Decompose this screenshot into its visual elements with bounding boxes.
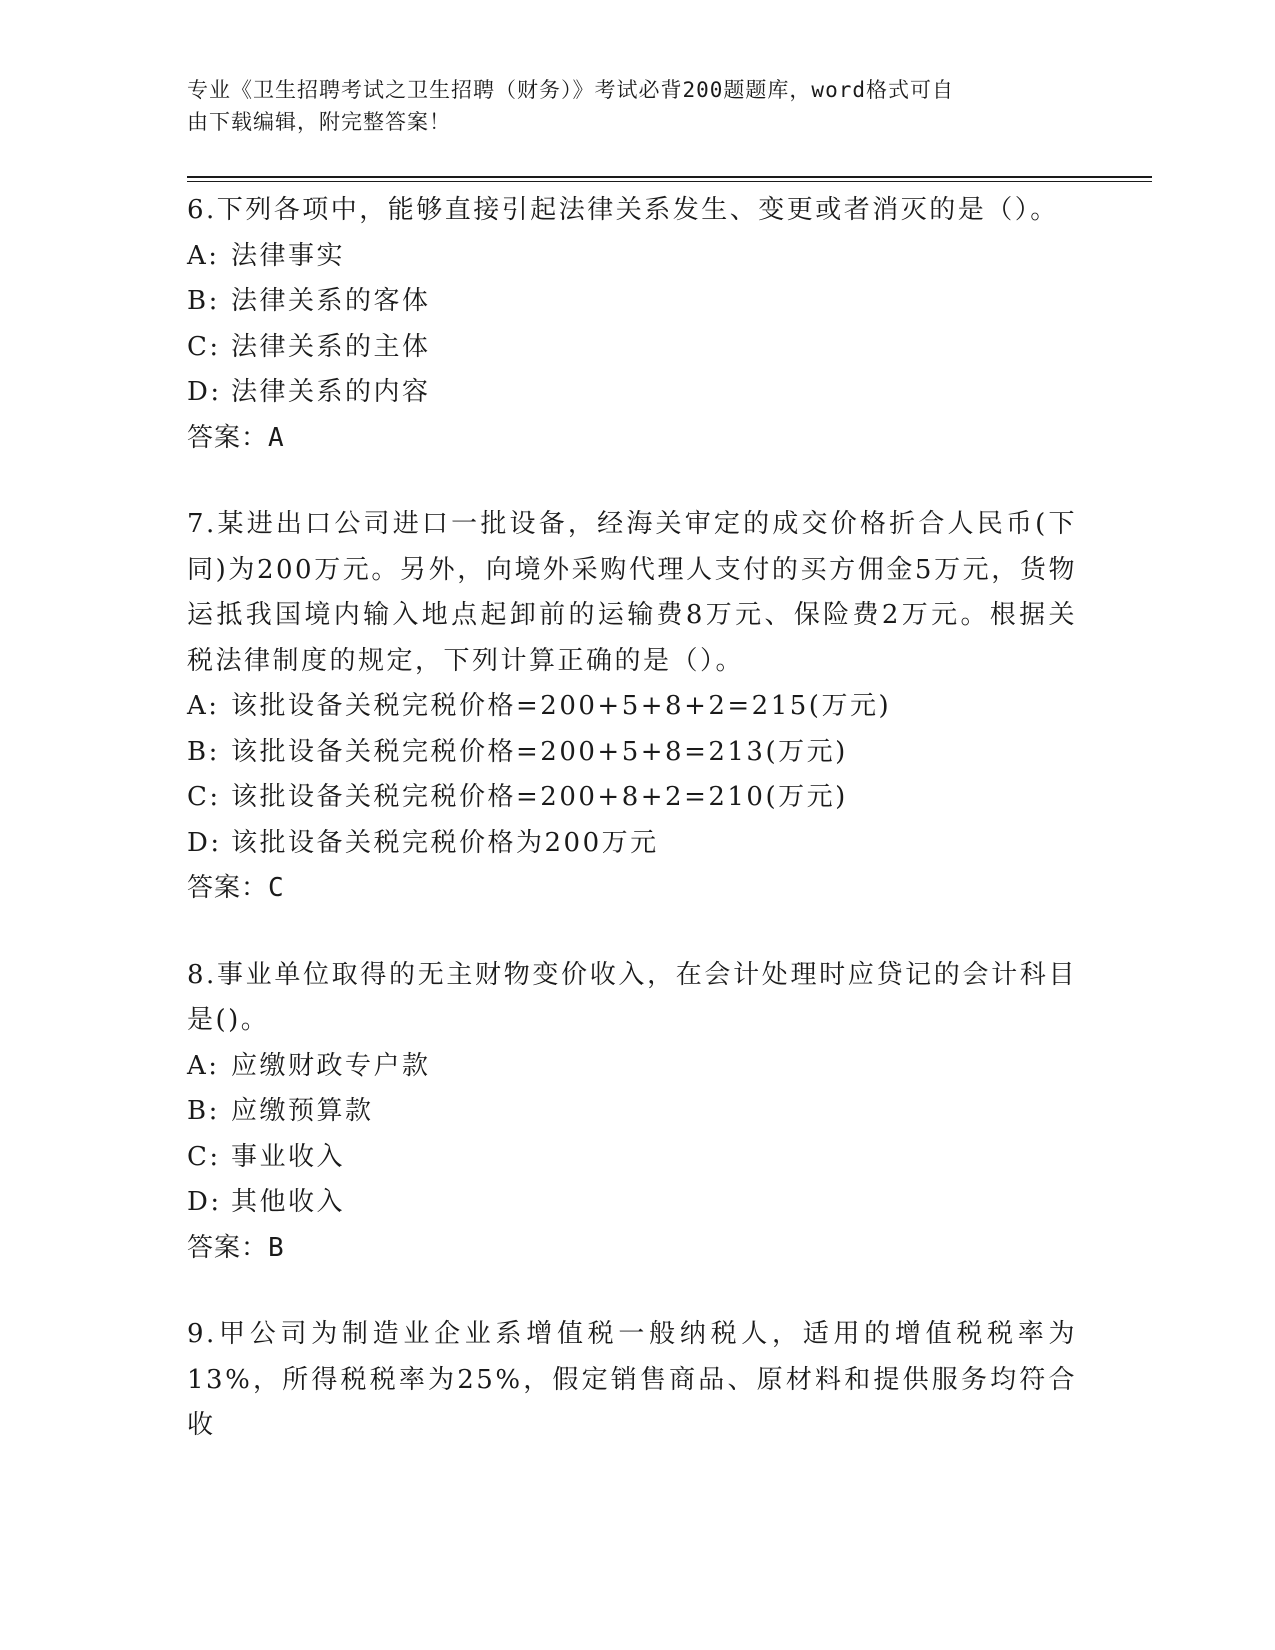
option-c bbox=[187, 775, 1077, 821]
header-line-2: 由下载编辑，附完整答案！ bbox=[187, 110, 451, 134]
option-text: 事业收入 bbox=[231, 1141, 346, 1172]
option-text: 法律事实 bbox=[231, 240, 346, 271]
option-b bbox=[187, 1089, 1077, 1135]
option-letter: B: bbox=[187, 286, 220, 316]
option-c bbox=[187, 325, 1077, 371]
answer-label: 答案： bbox=[187, 1232, 269, 1263]
option-letter: A: bbox=[187, 1050, 220, 1081]
header-line-1: 专业《卫生招聘考试之卫生招聘（财务）》考试必背200题题库，word格式可自 bbox=[187, 78, 954, 102]
option-letter: A: bbox=[187, 240, 220, 271]
answer-value: A bbox=[268, 422, 285, 453]
answer-label: 答案： bbox=[187, 873, 269, 903]
answer-value: B bbox=[268, 1232, 285, 1263]
option-letter: D: bbox=[187, 377, 222, 407]
option-letter: C: bbox=[187, 331, 221, 362]
question-stem: 8.事业单位取得的无主财物变价收入，在会计处理时应贷记的会计科目是()。 bbox=[187, 959, 1077, 1035]
option-d bbox=[187, 1180, 1077, 1226]
option-d bbox=[187, 370, 1077, 416]
option-b bbox=[187, 279, 1077, 325]
question-list bbox=[187, 188, 1077, 1490]
document-header bbox=[187, 74, 1067, 138]
option-text: 应缴预算款 bbox=[231, 1096, 374, 1126]
option-text: 该批设备关税完税价格为200万元 bbox=[231, 827, 659, 858]
option-letter: B: bbox=[187, 736, 220, 767]
answer-value: C bbox=[268, 873, 285, 903]
answer-line bbox=[187, 866, 1077, 912]
question-stem: 6.下列各项中，能够直接引起法律关系发生、变更或者消灭的是（）。 bbox=[187, 195, 1059, 225]
option-letter: B: bbox=[187, 1096, 220, 1126]
answer-label: 答案： bbox=[187, 422, 269, 453]
answer-line bbox=[187, 1226, 1077, 1272]
option-letter: C: bbox=[187, 782, 221, 812]
option-text: 法律关系的内容 bbox=[231, 377, 431, 407]
option-a bbox=[187, 684, 1077, 730]
option-letter: D: bbox=[187, 827, 222, 858]
option-text: 其他收入 bbox=[231, 1187, 346, 1217]
option-text: 该批设备关税完税价格=200+8+2=210(万元) bbox=[231, 782, 848, 812]
header-divider-thin bbox=[187, 181, 1152, 182]
question-9 bbox=[187, 1312, 1077, 1449]
question-7 bbox=[187, 502, 1077, 912]
option-d bbox=[187, 821, 1077, 867]
question-6 bbox=[187, 188, 1077, 461]
option-text: 该批设备关税完税价格=200+5+8+2=215(万元) bbox=[231, 691, 892, 721]
option-a bbox=[187, 1044, 1077, 1090]
option-text: 应缴财政专户款 bbox=[231, 1050, 431, 1081]
option-text: 法律关系的客体 bbox=[231, 286, 431, 316]
option-c bbox=[187, 1135, 1077, 1181]
option-a bbox=[187, 234, 1077, 280]
question-stem: 9.甲公司为制造业企业系增值税一般纳税人，适用的增值税税率为13%，所得税税率为25%，假定销售商品、原材料和提供服务均符合收 bbox=[187, 1319, 1077, 1440]
option-letter: D: bbox=[187, 1187, 222, 1217]
option-text: 该批设备关税完税价格=200+5+8=213(万元) bbox=[231, 736, 848, 767]
question-stem: 7.某进出口公司进口一批设备，经海关审定的成交价格折合人民币(下同)为200万元。另外，向境外采购代理人支付的买方佣金5万元，货物运抵我国境内输入地点起卸前的运输费8万元、保险费2万元。根据关税法律制度的规定，下列计算正确的是（）。 bbox=[187, 509, 1077, 676]
header-divider-thick bbox=[187, 176, 1152, 178]
option-letter: A: bbox=[187, 691, 220, 721]
answer-line bbox=[187, 416, 1077, 462]
option-letter: C: bbox=[187, 1141, 221, 1172]
option-text: 法律关系的主体 bbox=[231, 331, 431, 362]
question-8 bbox=[187, 953, 1077, 1272]
option-b bbox=[187, 730, 1077, 776]
